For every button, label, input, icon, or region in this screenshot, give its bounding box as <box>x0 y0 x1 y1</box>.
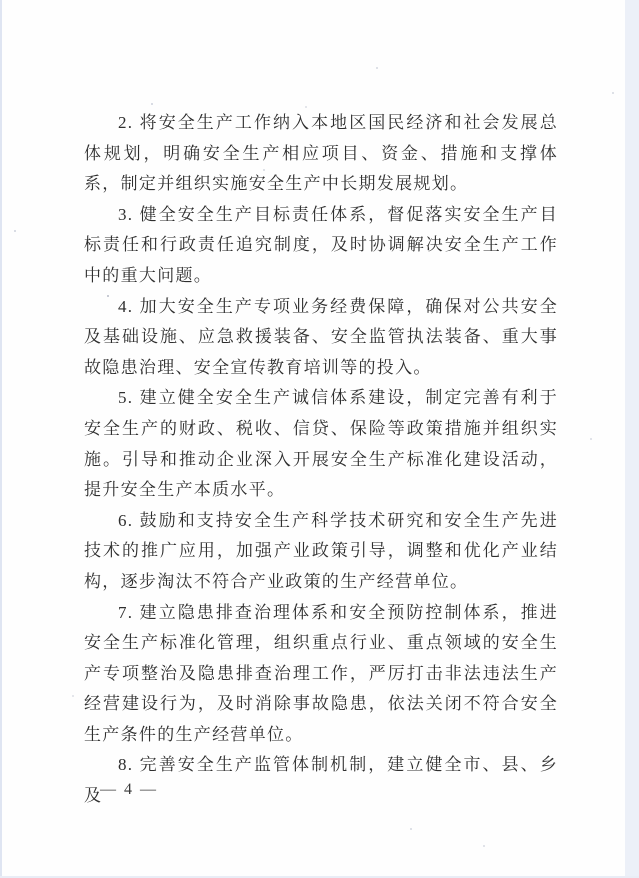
document-text-block <box>84 108 558 812</box>
paragraph-6: 6. 鼓励和支持安全生产科学技术研究和安全生产先进技术的推广应用，加强产业政策引导，调整和优化产业结构，逐步淘汰不符合产业政策的生产经营单位。 <box>84 510 558 591</box>
paragraph-2: 2. 将安全生产工作纳入本地区国民经济和社会发展总体规划，明确安全生产相应项目、资金、措施和支撑体系，制定并组织实施安全生产中长期发展规划。 <box>84 113 558 194</box>
paragraph-7: 7. 建立隐患排查治理体系和安全预防控制体系，推进安全生产标准化管理，组织重点行业、重点领域的安全生产专项整治及隐患排查治理工作，严厉打击非法违法生产经营建设行为，及时消除事故隐患，依法关闭不符合安全生产条件的生产经营单位。 <box>84 602 558 744</box>
scan-edge-right <box>625 0 639 878</box>
paragraph-3: 3. 健全安全生产目标责任体系，督促落实安全生产目标责任和行政责任追究制度，及时协调解决安全生产工作中的重大问题。 <box>84 204 558 285</box>
paragraph-4: 4. 加大安全生产专项业务经费保障，确保对公共安全及基础设施、应急救援装备、安全监管执法装备、重大事故隐患治理、安全宣传教育培训等的投入。 <box>84 296 558 377</box>
page-number: — 4 — <box>100 781 158 798</box>
paragraph-5: 5. 建立健全安全生产诚信体系建设，制定完善有利于安全生产的财政、税收、信贷、保险等政策措施并组织实施。引导和推动企业深入开展安全生产标准化建设活动，提升安全生产本质水平。 <box>84 388 558 500</box>
paragraph-8: 8. 完善安全生产监管体制机制，建立健全市、县、乡及 <box>84 755 558 806</box>
scan-edge-left <box>0 0 2 878</box>
